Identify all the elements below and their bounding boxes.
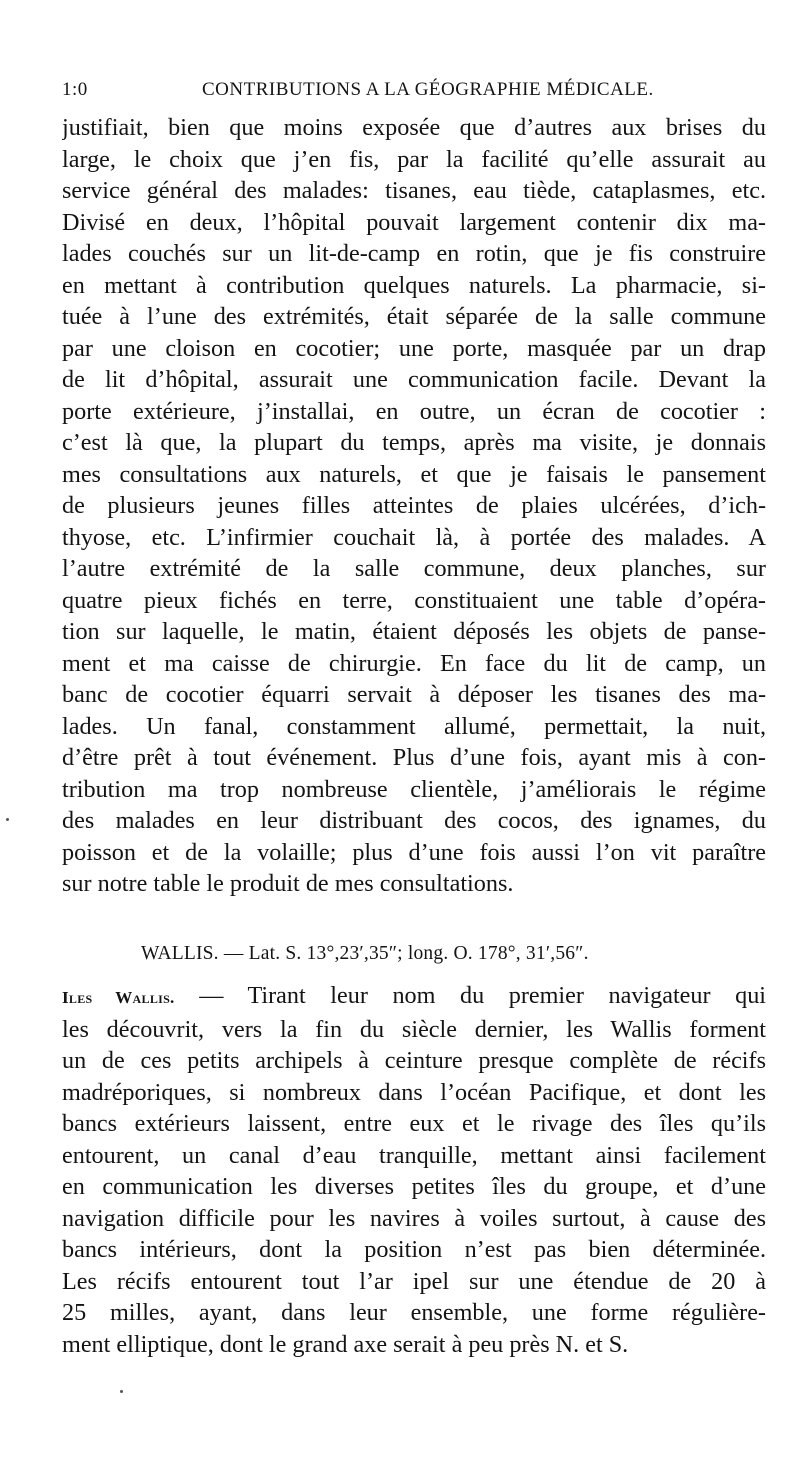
text-line: c’est là que, la plupart du temps, après ma visite, je donnais: [62, 429, 766, 456]
text-line: de lit d’hôpital, assurait une communication facile. Devant la: [62, 366, 766, 393]
text-line: service général des malades: tisanes, eau tiède, cataplasmes, etc.: [62, 177, 766, 204]
text-line: un de ces petits archipels à ceinture presque complète de récifs: [62, 1047, 766, 1074]
text-line: justifiait, bien que moins exposée que d’autres aux brises du: [62, 114, 766, 141]
text-line: en communication les diverses petites îles du groupe, et d’une: [62, 1173, 766, 1200]
running-title: CONTRIBUTIONS A LA GÉOGRAPHIE MÉDICALE.: [202, 79, 654, 100]
text-line: d’être prêt à tout événement. Plus d’une fois, ayant mis à con-: [62, 744, 766, 771]
text-line: tribution ma trop nombreuse clientèle, j’améliorais le régime: [62, 775, 766, 803]
text-line: sur notre table le produit de mes consultations.: [62, 870, 514, 897]
text-line: Divisé en deux, l’hôpital pouvait largement contenir dix ma-: [62, 208, 766, 236]
text-line: les découvrit, vers la fin du siècle dernier, les Wallis forment: [62, 1015, 766, 1043]
text-line: 25 milles, ayant, dans leur ensemble, une forme régulière-: [62, 1299, 766, 1326]
text-line: ment elliptique, dont le grand axe serait à peu près N. et S.: [62, 1330, 629, 1358]
text-line: entourent, un canal d’eau tranquille, mettant ainsi facilement: [62, 1141, 766, 1169]
section-lead: Iles Wallis.: [62, 988, 175, 1007]
text-line: l’autre extrémité de la salle commune, deux planches, sur: [62, 555, 766, 582]
text-line: par une cloison en cocotier; une porte, masquée par un drap: [62, 334, 766, 362]
text-line: mes consultations aux naturels, et que je faisais le pansement: [62, 460, 766, 488]
text-line: thyose, etc. L’infirmier couchait là, à portée des malades. A: [62, 523, 766, 551]
text-line: poisson et de la volaille; plus d’une fois aussi l’on vit paraître: [62, 838, 766, 866]
text-line: Les récifs entourent tout l’ar ipel sur une étendue de 20 à: [62, 1267, 766, 1295]
paragraph-wallis: [62, 980, 766, 1360]
text-line: banc de cocotier équarri servait à déposer les tisanes des ma-: [62, 681, 766, 708]
text-line: tuée à l’une des extrémités, était séparée de la salle commune: [62, 303, 766, 330]
text-line: madréporiques, si nombreux dans l’océan Pacifique, et dont les: [62, 1078, 766, 1106]
text-line: ment et ma caisse de chirurgie. En face du lit de camp, un: [62, 649, 766, 677]
text-line: quatre pieux fichés en terre, constituaient une table d’opéra-: [62, 586, 766, 614]
text-line: porte extérieure, j’installai, en outre, un écran de cocotier :: [62, 397, 766, 425]
text-line: tion sur laquelle, le matin, étaient déposés les objets de panse-: [62, 618, 766, 645]
text-line: en mettant à contribution quelques naturels. La pharmacie, si-: [62, 271, 766, 299]
paragraph-first-line: [62, 980, 766, 1014]
paragraph-hospital: [62, 112, 766, 900]
text-line: des malades en leur distribuant des cocos, des ignames, du: [62, 807, 766, 834]
text-line: navigation difficile pour les navires à voiles surtout, à cause des: [62, 1204, 766, 1232]
wallis-coordinates: WALLIS. — Lat. S. 13°,23′,35″; long. O. 178°, 31′,56″.: [141, 943, 589, 964]
text-line: lades. Un fanal, constamment allumé, permettait, la nuit,: [62, 712, 766, 740]
margin-speck: [120, 1390, 123, 1393]
text-line: large, le choix que j’en fis, par la facilité qu’elle assurait au: [62, 145, 766, 173]
text-line: lades couchés sur un lit-de-camp en rotin, que je fis construire: [62, 240, 766, 267]
first-line-text: — Tirant leur nom du premier navigateur qui: [199, 982, 766, 1009]
text-line: bancs extérieurs laissent, entre eux et le rivage des îles qu’ils: [62, 1110, 766, 1137]
text-line: bancs intérieurs, dont la position n’est pas bien déterminée.: [62, 1236, 766, 1263]
margin-speck: [6, 818, 9, 821]
page-number: 1:0: [62, 79, 88, 100]
text-line: de plusieurs jeunes filles atteintes de plaies ulcérées, d’ich-: [62, 492, 766, 519]
